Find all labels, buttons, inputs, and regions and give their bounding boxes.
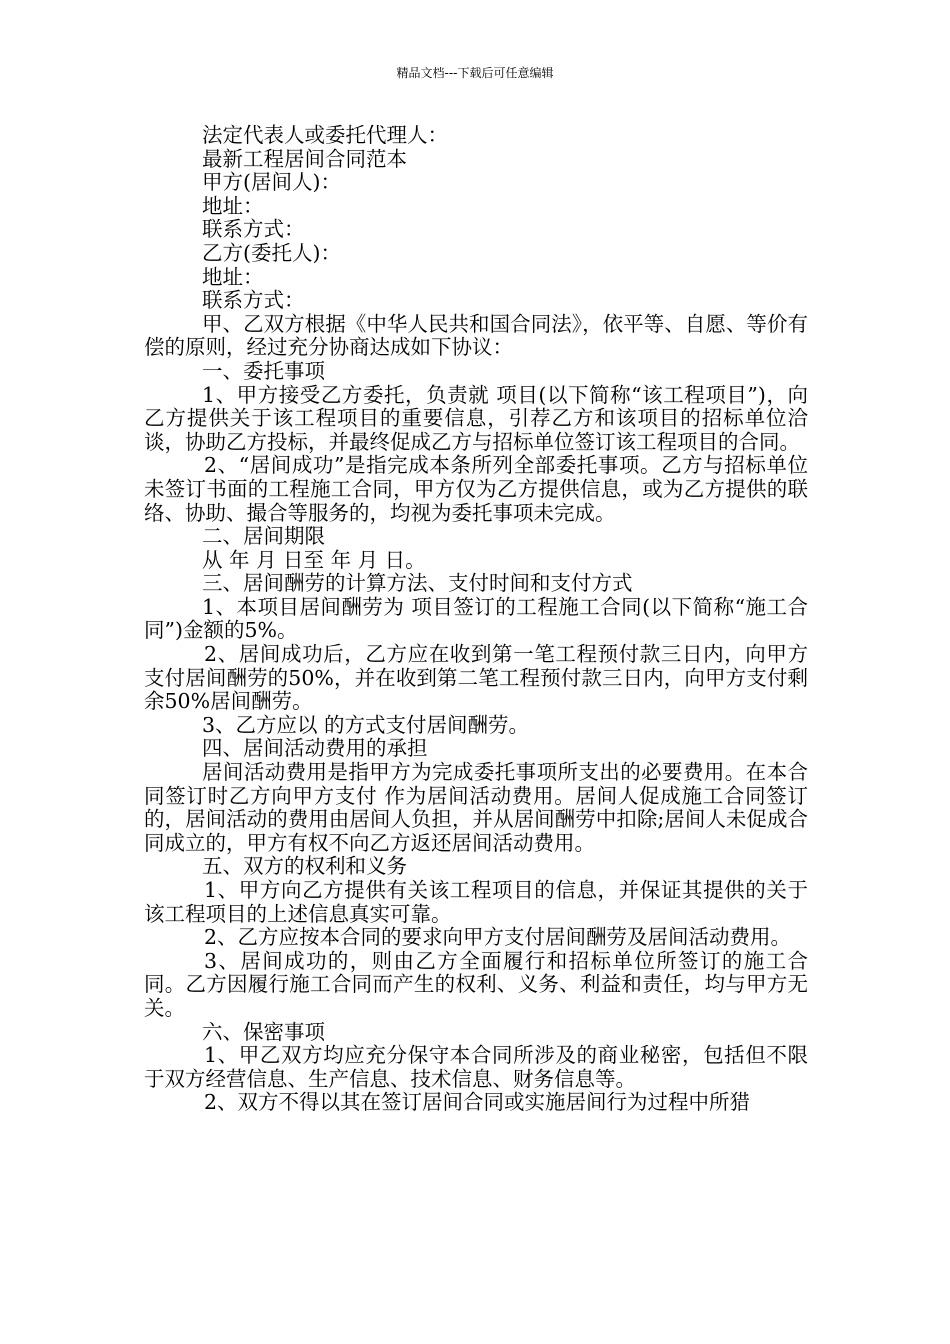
clause-paragraph: 居间活动费用是指甲方为完成委托事项所支出的必要费用。在本合同签订时乙方向甲方支付 作为居间活动费用。居间人促成施工合同签订的，居间活动的费用由居间人负担，并从居间酬劳中扣除;居间人未促成合同成立的，甲方有权不向乙方返还居间活动费用。 xyxy=(144,760,808,855)
preamble-paragraph: 甲、乙双方根据《中华人民共和国合同法》，依平等、自愿、等价有偿的原则，经过充分协商达成如下协议： xyxy=(144,311,808,360)
clause-paragraph: 1、甲乙双方均应充分保守本合同所涉及的商业秘密，包括但不限于双方经营信息、生产信息、技术信息、财务信息等。 xyxy=(144,1043,808,1091)
clause-paragraph: 2、双方不得以其在签订居间合同或实施居间行为过程中所猎 xyxy=(204,1090,751,1115)
clause-paragraph: 1、本项目居间酬劳为 项目签订的工程施工合同(以下简称“施工合同”)金额的5%。 xyxy=(144,594,808,643)
section-heading: 四、居间活动费用的承担 xyxy=(202,736,428,761)
clause-paragraph: 1、甲方接受乙方委托，负责就 项目(以下简称“该工程项目”)，向乙方提供关于该工程项目的重要信息，引荐乙方和该项目的招标单位洽谈，协助乙方投标，并最终促成乙方与招标单位签订该工程项目的合同。 xyxy=(144,382,808,454)
section-heading: 五、双方的权利和义务 xyxy=(202,854,407,879)
party-b-label: 乙方(委托人)： xyxy=(202,240,341,265)
party-b-address: 地址： xyxy=(202,264,264,289)
section-heading: 二、居间期限 xyxy=(202,524,325,549)
section-heading: 六、保密事项 xyxy=(202,1019,325,1044)
section-heading: 三、居间酬劳的计算方法、支付时间和支付方式 xyxy=(202,571,633,596)
representative-line: 法定代表人或委托代理人： xyxy=(202,123,448,147)
clause-paragraph: 2、居间成功后，乙方应在收到第一笔工程预付款三日内，向甲方支付居间酬劳的50%，并在收到第二笔工程预付款三日内，向甲方支付剩余50%居间酬劳。 xyxy=(144,642,808,714)
party-a-address: 地址： xyxy=(202,193,264,218)
clause-paragraph: 3、乙方应以 的方式支付居间酬劳。 xyxy=(202,712,530,737)
clause-paragraph: 3、居间成功的，则由乙方全面履行和招标单位所签订的施工合同。乙方因履行施工合同而产生的权利、义务、利益和责任，均与甲方无关。 xyxy=(144,948,808,1020)
party-b-contact: 联系方式： xyxy=(202,288,305,313)
party-a-contact: 联系方式： xyxy=(202,217,305,242)
clause-paragraph: 1、甲方向乙方提供有关该工程项目的信息，并保证其提供的关于该工程项目的上述信息真实可靠。 xyxy=(144,878,808,926)
clause-paragraph: 从 年 月 日至 年 月 日。 xyxy=(202,547,426,572)
page-header: 精品文档---下载后可任意编辑 xyxy=(396,66,554,80)
party-a-label: 甲方(居间人)： xyxy=(202,170,341,195)
section-heading: 一、委托事项 xyxy=(202,358,325,383)
document-title: 最新工程居间合同范本 xyxy=(202,146,407,171)
clause-paragraph: 2、“居间成功”是指完成本条所列全部委托事项。乙方与招标单位未签订书面的工程施工合同，甲方仅为乙方提供信息，或为乙方提供的联络、协助、撮合等服务的，均视为委托事项未完成。 xyxy=(144,453,808,525)
document-body xyxy=(144,124,808,1115)
clause-paragraph: 2、乙方应按本合同的要求向甲方支付居间酬劳及居间活动费用。 xyxy=(204,925,792,950)
